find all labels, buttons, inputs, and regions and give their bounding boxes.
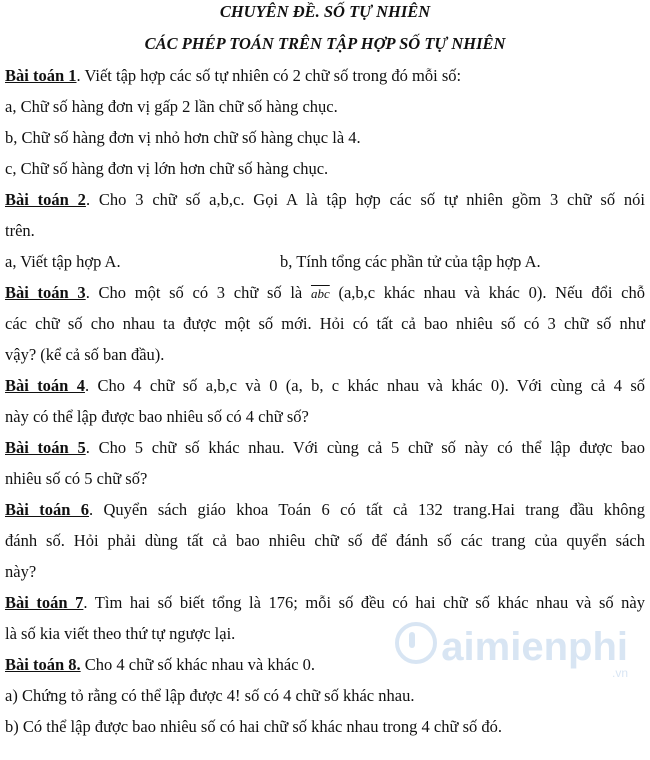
problem-6 [5,494,645,525]
problem-8-label: Bài toán 8. [5,655,81,674]
problem-3-cont-2: vậy? (kể cả số ban đầu). [5,345,165,364]
problem-3 [5,277,645,308]
problem-4-label: Bài toán 4 [5,376,85,395]
problem-7-label: Bài toán 7 [5,593,84,612]
logo-icon [395,622,437,664]
problem-3-label: Bài toán 3 [5,283,86,302]
problem-2 [5,184,645,215]
problem-5-label: Bài toán 5 [5,438,86,457]
problem-2-text: . Cho 3 chữ số a,b,c. Gọi A là tập hợp các số tự nhiên gồm 3 chữ số nói [85,190,645,209]
problem-8-text: Cho 4 chữ số khác nhau và khác 0. [80,655,316,674]
problem-8-b: b) Có thể lập được bao nhiêu số có hai chữ số khác nhau trong 4 chữ số đó. [5,717,502,736]
problem-5-cont: nhiêu số có 5 chữ số? [5,469,148,488]
problem-4 [5,370,645,401]
problem-5 [5,432,645,463]
problem-7-cont: là số kia viết theo thứ tự ngược lại. [5,624,236,643]
problem-7 [5,587,645,618]
problem-1-a: a, Chữ số hàng đơn vị gấp 2 lần chữ số hàng chục. [5,97,338,116]
problem-2-b: b, Tính tổng các phần tử của tập hợp A. [280,252,541,271]
problem-3-text: . Cho một số có 3 chữ số là [85,283,311,302]
problem-1-c: c, Chữ số hàng đơn vị lớn hơn chữ số hàng chục. [5,159,329,178]
watermark-logo [395,622,628,680]
problem-8-a: a) Chứng tỏ rằng có thể lập được 4! số có 4 chữ số khác nhau. [5,686,415,705]
problem-1-b: b, Chữ số hàng đơn vị nhỏ hơn chữ số hàng chục là 4. [5,128,361,147]
problem-6-text: . Quyển sách giáo khoa Toán 6 có tất cả 132 trang.Hai trang đầu không [89,500,646,519]
problem-1 [5,60,645,91]
problem-7-text: . Tìm hai số biết tổng là 176; mỗi số đều có hai chữ số khác nhau và số này [83,593,646,612]
watermark-text: aimienphi [441,625,628,669]
problem-3-cont: các chữ số cho nhau ta được một số mới. Hỏi có tất cả bao nhiêu số có 3 chữ số như [5,314,645,333]
problem-2-a: a, Viết tập hợp A. [5,252,121,271]
overline-abc: $\overline{abc}$ [310,286,330,301]
watermark-suffix: .vn [611,666,628,680]
problem-6-cont-2: này? [5,562,37,581]
problem-6-label: Bài toán 6 [5,500,89,519]
document-title: CHUYÊN ĐỀ. SỐ TỰ NHIÊN [219,2,431,21]
problem-6-cont: đánh số. Hỏi phải dùng tất cả bao nhiêu chữ số để đánh số các trang của quyển sách [5,531,645,550]
problem-4-cont: này có thể lập được bao nhiêu số có 4 chữ số? [5,407,309,426]
problem-2-text-cont: trên. [5,221,35,240]
problem-2-label: Bài toán 2 [5,190,86,209]
problem-3-text-2: (a,b,c khác nhau và khác 0). Nếu đổi chỗ [329,283,645,302]
problem-1-label: Bài toán 1 [5,66,77,85]
problem-4-text: . Cho 4 chữ số a,b,c và 0 (a, b, c khác nhau và khác 0). Với cùng cả 4 số [84,376,646,395]
document-subtitle: CÁC PHÉP TOÁN TRÊN TẬP HỢP SỐ TỰ NHIÊN [144,34,506,53]
problem-5-text: . Cho 5 chữ số khác nhau. Với cùng cả 5 chữ số này có thể lập được bao [85,438,646,457]
problem-1-text: . Viết tập hợp các số tự nhiên có 2 chữ số trong đó mỗi số: [76,66,462,85]
problem-2-parts [5,246,645,277]
